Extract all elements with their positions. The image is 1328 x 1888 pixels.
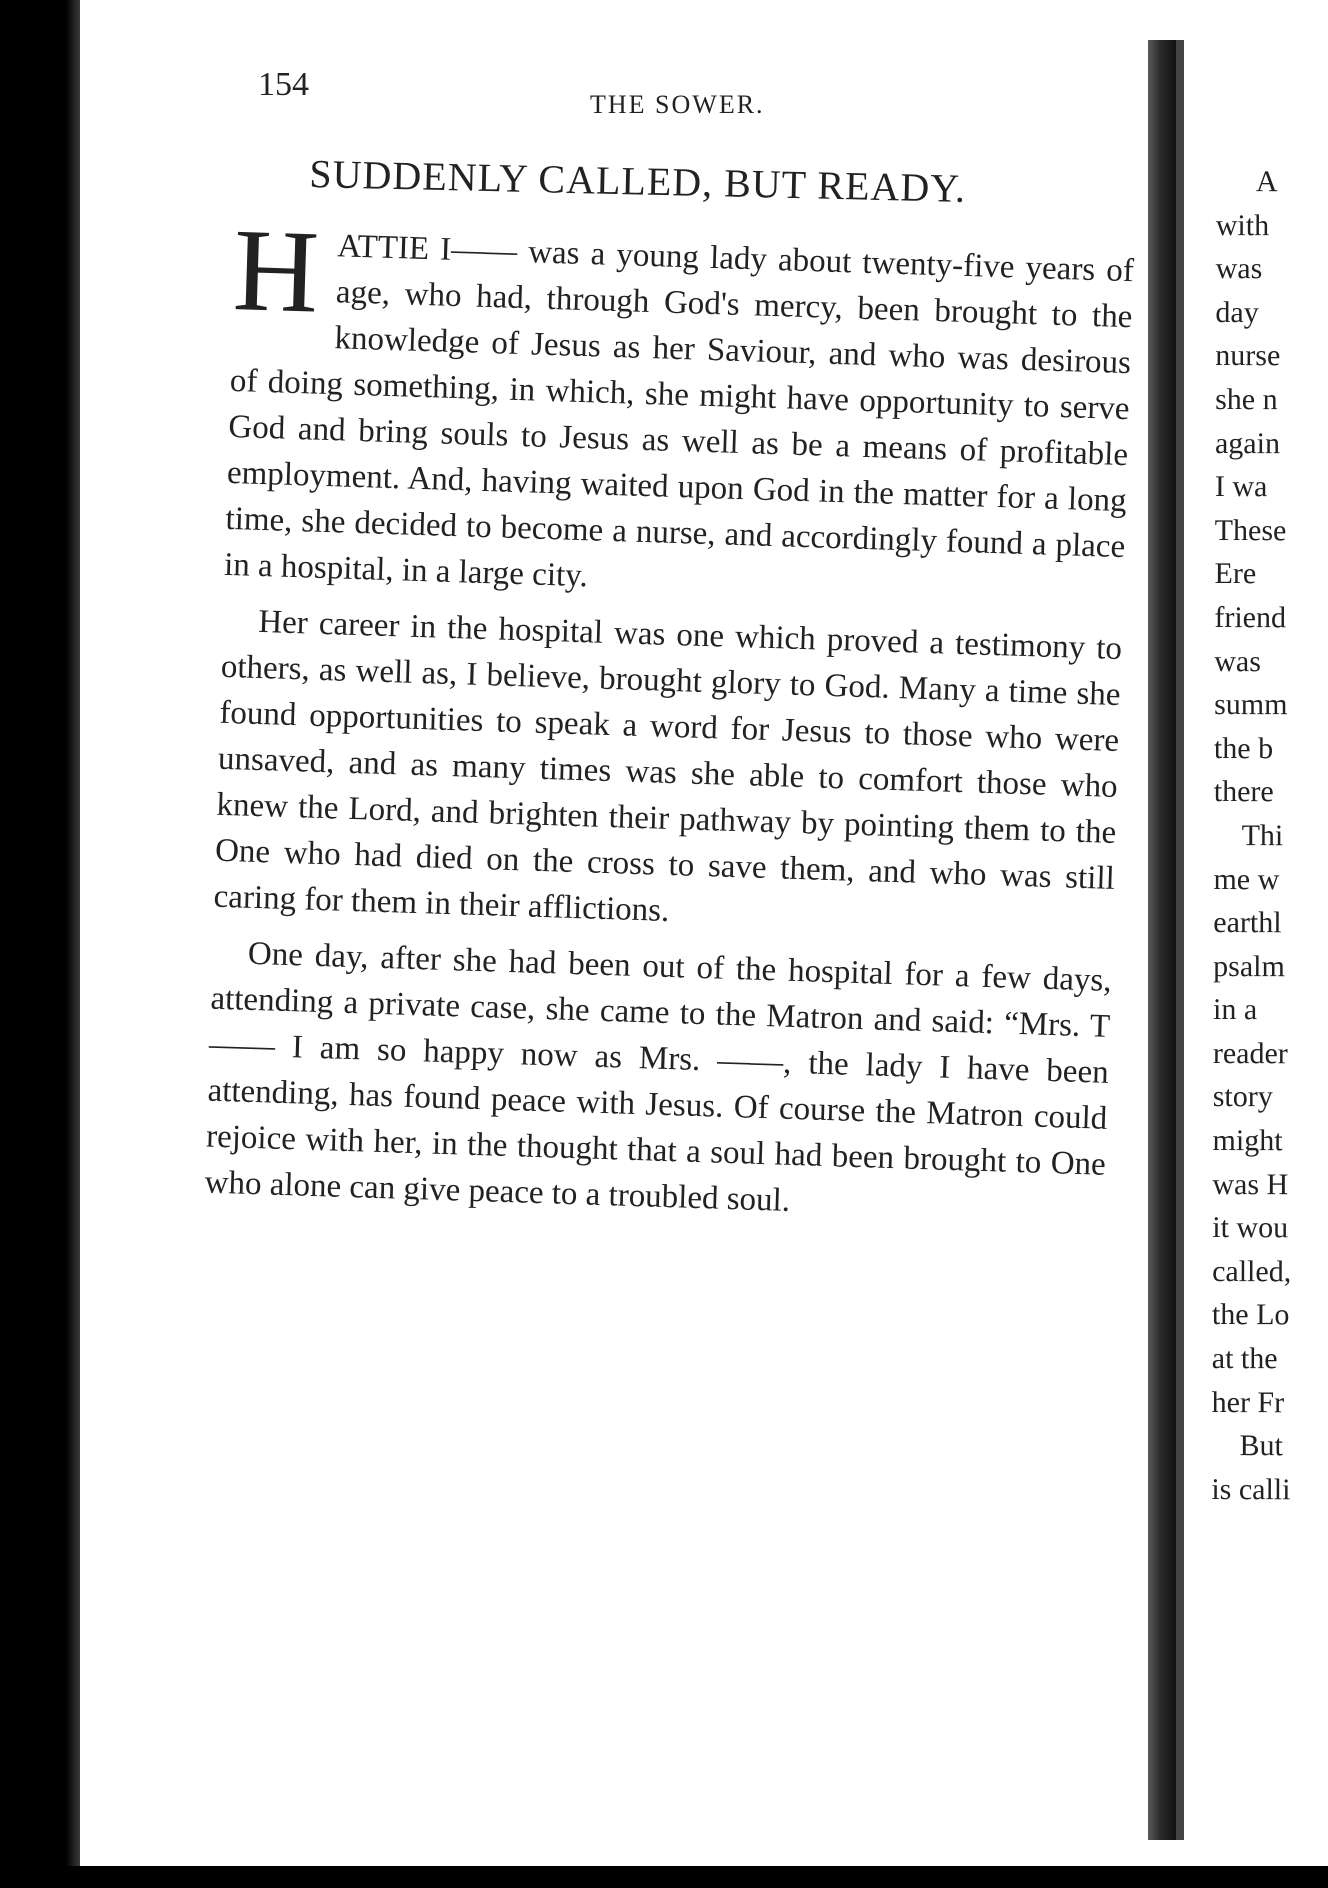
facing-line: day [1215,295,1259,329]
facing-line: reader [1212,1036,1288,1071]
facing-line: I wa [1214,470,1268,504]
facing-page-text [1211,160,1295,1512]
book-page-right [1184,0,1328,1866]
facing-line: it wou [1212,1211,1289,1245]
facing-line: earthl [1213,906,1282,940]
paragraph: One day, after she had been out of the hospital for a few days, attending a private case, she came to the Matron and said: “Mrs. T—— I am so happy now as Mrs. ——, the lady I have been attending, has found peace with Jesus. Of course the Matron could rejoice with her, in the thought that a soul had been brought to One who alone can give peace to a troubled soul. [204,935,1113,1219]
article-title: SUDDENLY CALLED, BUT READY. [308,150,967,211]
facing-line: is calli [1211,1472,1291,1507]
page-header [80,60,1148,130]
facing-line: in a [1212,993,1258,1027]
facing-line: the Lo [1211,1298,1290,1332]
facing-line: Thi [1241,819,1284,853]
facing-line: her Fr [1211,1385,1285,1419]
facing-line: there [1213,775,1274,809]
facing-line: story [1212,1080,1273,1114]
running-head: THE SOWER. [590,90,765,119]
page-number: 154 [258,66,309,103]
paragraph-text: ATTIE I—— was a young lady about twenty-five years of age, who had, through God's mercy, been brought to the knowledge of Jesus as her Saviour, and who was desirous of doing something, in which, she might have opportunity to serve God and bring souls to Jesus as well as be a means of profitable employment. And, having waited upon God in the matter for a long time, she decided to become a nurse, and accordingly found a place in a hospital, in a large city. [223,228,1135,595]
book-page-left [80,0,1148,1866]
facing-line: me w [1213,862,1280,896]
facing-line: psalm [1213,949,1285,983]
facing-line: with [1215,208,1270,242]
book-gutter-shadow [1176,40,1184,1840]
facing-line: was [1215,252,1263,286]
facing-line: But [1239,1429,1283,1463]
paragraph [223,204,1135,616]
facing-line: she n [1215,382,1278,417]
facing-line: at the [1211,1342,1278,1376]
facing-line: the b [1213,731,1274,765]
facing-line: was H [1212,1167,1289,1201]
scan-left-margin [0,0,80,1888]
facing-line: again [1214,426,1281,460]
facing-line: Ere [1214,557,1257,591]
scan-bottom-margin [0,1866,1328,1888]
drop-cap: H [231,204,321,338]
facing-line: summ [1214,688,1288,722]
article-body [204,204,1135,1234]
facing-line: might [1212,1124,1283,1158]
book-gutter [1148,40,1176,1840]
facing-line: These [1214,513,1287,547]
facing-line: was [1214,644,1261,678]
facing-line: nurse [1215,339,1281,373]
facing-line: friend [1214,600,1287,635]
facing-line: A [1255,165,1278,199]
paragraph: Her career in the hospital was one which proved a testimony to others, as well as, I believe, brought glory to God. Many a time she found opportunities to speak a word for Jesus to those who were unsaved, and as many times was she able to comfort those who knew the Lord, and brighten their pathway by pointing them to the One who had died on the cross to save them, and who was still caring for them in their afflictions. [213,603,1123,929]
facing-line: called, [1212,1254,1292,1289]
